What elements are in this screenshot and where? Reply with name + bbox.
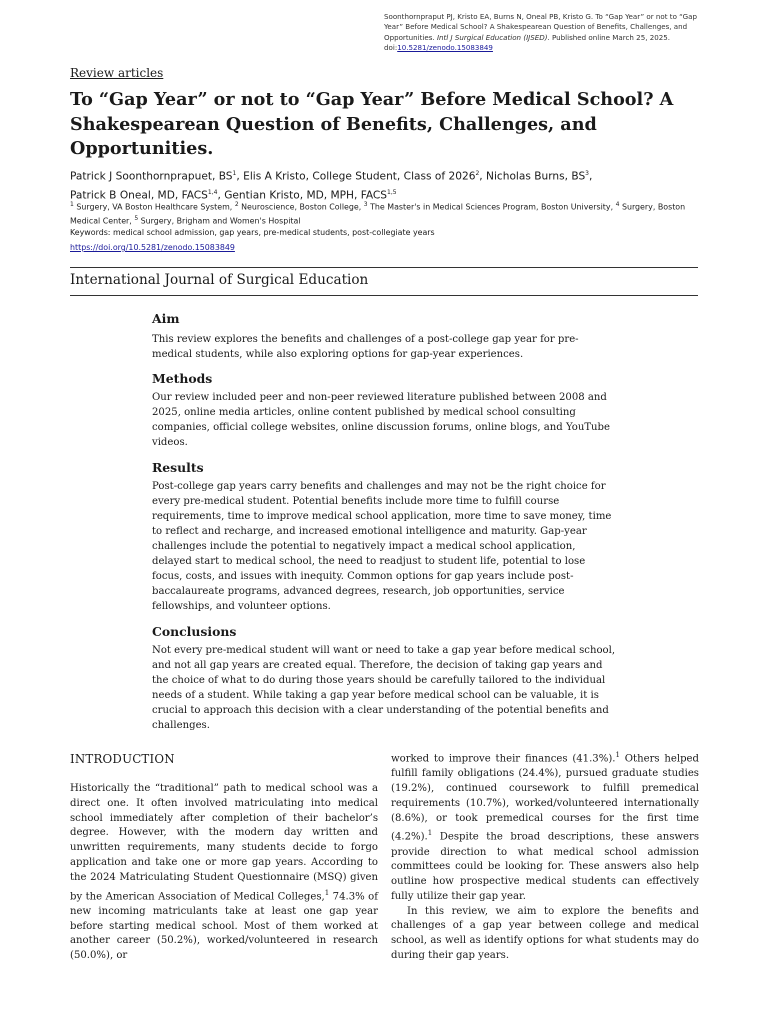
abstract-methods <box>152 371 618 450</box>
author-name: Patrick B Oneal, MD, FACS <box>70 189 208 202</box>
author-list: Patrick J Soonthornprapuet, $BS^1$, Elis A Kristo, College Student, Class of 2026$^2$, Nicholas Burns, $BS^3$, Patrick B Oneal, MD, FACS$^{1,4}$, Gentian Kristo, MD, MPH, FACS$^{1,5}$ <box>70 170 593 202</box>
author-affil-sup: 3 <box>585 170 589 177</box>
abstract-aim <box>152 311 618 362</box>
citation-journal: Intl J Surgical Education (IJSED). <box>436 32 550 42</box>
reference-sup: 1 <box>615 751 620 759</box>
affil-sup: 1 <box>70 201 74 208</box>
intro-paragraph <box>70 782 378 964</box>
abstract-results <box>152 460 618 614</box>
citation-doi-prefix: doi: <box>384 43 398 53</box>
doi-line <box>70 243 235 252</box>
results-text: Post-college gap years carry benefits and challenges and may not be the right choice for every pre-medical student. Potential benefits include more time to fulfill course requirements, time to improve medical school application, more time to save money, time to reflect and recharge, and increased emotional intelligence and maturity. Gap-year challenges include the potential to negatively impact a medical school application, delayed start to medical school, the need to readjust to student life, potential to lose focus, costs, and issues with inequity. Common options for gap years include post-baccalaureate programs, advanced degrees, research, job opportunities, service fellowships, and volunteer options. <box>152 481 612 612</box>
intro-text: worked to improve their finances (41.3%). <box>391 753 616 765</box>
conclusions-heading: Conclusions <box>152 624 237 639</box>
author-name: Patrick J Soonthornprapuet, BS <box>70 170 233 183</box>
results-heading: Results <box>152 460 204 475</box>
affil-sup: 3 <box>363 201 368 208</box>
intro-heading: INTRODUCTION <box>70 752 175 766</box>
doi-link[interactable]: https://doi.org/10.5281/zenodo.15083849 <box>70 243 235 252</box>
reference-sup: 1 <box>427 829 433 838</box>
bottom-rule <box>70 295 698 296</box>
citation-published: Published online March 25, 2025. <box>552 32 671 42</box>
affiliation: Surgery, Brigham and Women's Hospital <box>140 216 301 226</box>
affil-sup: 4 <box>615 201 620 208</box>
methods-text: Our review included peer and non-peer reviewed literature published between 2008 and 2025, online media articles, online content published by medical school consulting companies, official college websites, online discussion forums, online blogs, and YouTube videos. <box>152 392 610 448</box>
intro-text: Historically the “traditional” path to medical school was a direct one. It often involved matriculating into medical school immediately after completion of their bachelor’s degree. However, with the modern day written and unwritten requirements, many students decide to forgo application and take one or more gap years. According to the 2024 Matriculating Student Questionnaire (MSQ) given by the American Association of Medical Colleges, <box>70 783 378 902</box>
journal-name: International Journal of Surgical Education <box>70 272 369 288</box>
aim-text: This review explores the benefits and challenges of a post-college gap year for pre-medical students, while also exploring options for gap-year experiences. <box>152 334 579 360</box>
paper-title: To “Gap Year” or not to “Gap Year” Before Medical School? A Shakespearean Question of Benefits, Challenges, and Opportunities. <box>70 89 674 159</box>
affiliations <box>70 199 710 227</box>
intro-left-column <box>70 782 378 964</box>
aim-heading: Aim <box>152 311 180 326</box>
author-affil-sup: 1,5 <box>387 188 397 196</box>
author-affil-sup: 2 <box>475 170 480 177</box>
affiliation: The Master's in Medical Sciences Program, Boston University, <box>370 202 614 212</box>
intro-text: Others helped fulfill family obligations (24.4%), pursued graduate studies (19.2%), continued coursework to fulfill premedical requirements (10.7%), worked/volunteered internationally (8.6%), or took premedical courses for the first time (4.2%). <box>391 753 699 843</box>
author-affil-sup: 1 <box>232 170 237 177</box>
top-rule <box>70 267 698 268</box>
affil-sup: 2 <box>234 201 239 208</box>
intro-text: Despite the broad descriptions, these answers provide direction to what medical school admission committees could be looking for. These answers also help outline how prospective medical students can effectively fully utilize their gap year. <box>391 831 699 902</box>
affiliation: Neuroscience, Boston College, <box>241 202 362 212</box>
section-label[interactable]: Review articles <box>70 66 164 80</box>
author-affil-sup: 1,4 <box>207 188 218 196</box>
reference-sup: 1 <box>324 888 330 897</box>
author-name: Nicholas Burns, BS <box>486 170 586 183</box>
intro-text: 74.3% of new incoming matriculants take at least one gap year before starting medical school. Most of them worked at another career (50.2%), worked/volunteered in research (50.0%), or <box>70 890 378 962</box>
affiliation: Surgery, VA Boston Healthcare System, <box>76 202 233 212</box>
conclusions-text: Not every pre-medical student will want or need to take a gap year before medical school, and not all gap years are created equal. Therefore, the decision of taking gap years and the choice of what to do during those years should be carefully tailored to the individual needs of a student. While taking a gap year before medical school can be valuable, it is crucial to approach this decision with a clear understanding of the potential benefits and challenges. <box>152 645 616 731</box>
intro-paragraph <box>391 748 699 905</box>
intro-paragraph-2: In this review, we aim to explore the benefits and challenges of a gap year between college and medical school, as well as identify options for what students may do during their gap years. <box>391 905 699 962</box>
abstract-conclusions <box>152 624 618 733</box>
intro-right-column <box>391 748 699 964</box>
affiliation: Surgery, Boston Medical Center, <box>70 202 686 226</box>
citation-note <box>384 12 708 54</box>
keywords: Keywords: medical school admission, gap years, pre-medical students, post-collegiate years <box>70 228 435 237</box>
citation-doi-link[interactable]: 10.5281/zenodo.15083849 <box>397 43 493 53</box>
author-name: Gentian Kristo, MD, MPH, FACS <box>224 189 388 202</box>
affil-sup: 5 <box>134 215 139 223</box>
citation-text: Soonthornpraput PJ, Kristo EA, Burns N, Oneal PB, Kristo G. To “Gap Year” or not to “Gap Year” Before Medical School? A Shakespearean Question of Benefits, Challenges, and Opportunities. <box>384 12 697 42</box>
author-name: Elis A Kristo, College Student, Class of 2026 <box>243 170 476 183</box>
methods-heading: Methods <box>152 371 213 386</box>
